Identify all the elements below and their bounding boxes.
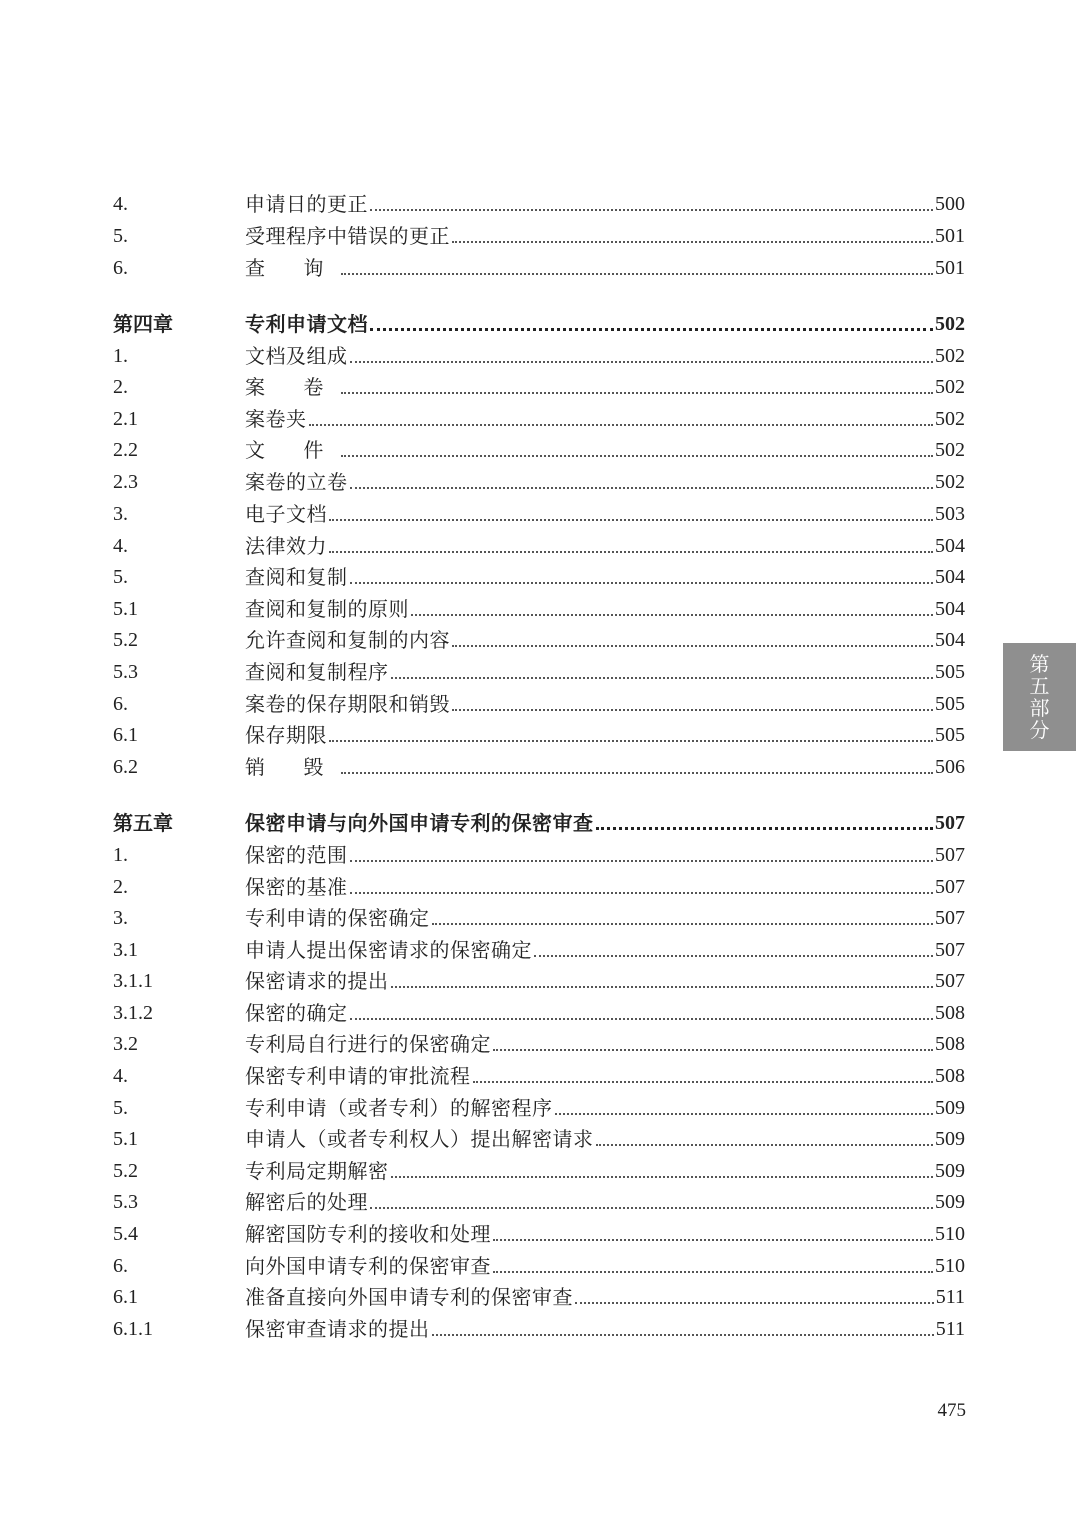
toc-entry xyxy=(113,496,965,526)
toc-chapter-entry xyxy=(113,805,965,835)
entry-title: 申请人（或者专利权人）提出解密请求 xyxy=(245,1127,594,1151)
toc-entry xyxy=(113,900,965,930)
entry-number: 6.2 xyxy=(113,756,138,778)
dot-leader xyxy=(596,826,934,830)
entry-number: 5. xyxy=(113,1097,128,1119)
dot-leader xyxy=(452,708,933,711)
chapter-page: 502 xyxy=(935,313,965,335)
dot-leader xyxy=(350,581,934,584)
entry-page: 507 xyxy=(935,939,965,961)
dot-leader xyxy=(350,859,934,862)
entry-title: 查阅和复制程序 xyxy=(245,660,389,684)
entry-title: 文档及组成 xyxy=(245,344,348,368)
entry-page: 505 xyxy=(935,693,965,715)
entry-number: 6. xyxy=(113,257,128,279)
entry-page: 508 xyxy=(935,1002,965,1024)
entry-number: 2. xyxy=(113,376,128,398)
entry-title: 保存期限 xyxy=(245,723,327,747)
entry-number: 6.1 xyxy=(113,1286,138,1308)
entry-title: 专利申请的保密确定 xyxy=(245,906,430,930)
toc-entry xyxy=(113,686,965,716)
toc-entry xyxy=(113,464,965,494)
entry-page: 509 xyxy=(935,1097,965,1119)
entry-title: 受理程序中错误的更正 xyxy=(245,224,450,248)
dot-leader xyxy=(350,486,934,489)
dot-leader xyxy=(493,1238,933,1241)
dot-leader xyxy=(350,891,934,894)
entry-page: 505 xyxy=(935,724,965,746)
entry-number: 2.2 xyxy=(113,439,138,461)
side-tab-char: 五 xyxy=(1029,674,1050,698)
part-side-tab xyxy=(1003,643,1076,751)
dot-leader xyxy=(329,739,933,742)
dot-leader xyxy=(575,1301,934,1304)
toc-entry xyxy=(113,250,965,280)
entry-number: 5.2 xyxy=(113,629,138,651)
entry-number: 3.1.2 xyxy=(113,1002,153,1024)
entry-page: 507 xyxy=(935,844,965,866)
toc-entry xyxy=(113,995,965,1025)
toc-entry xyxy=(113,1184,965,1214)
entry-number: 3. xyxy=(113,503,128,525)
toc-entry xyxy=(113,218,965,248)
entry-number: 5.3 xyxy=(113,1191,138,1213)
entry-number: 3.2 xyxy=(113,1033,138,1055)
toc-entry xyxy=(113,749,965,779)
entry-number: 6.1.1 xyxy=(113,1318,153,1340)
entry-page: 510 xyxy=(935,1223,965,1245)
dot-leader xyxy=(432,922,934,925)
dot-leader xyxy=(596,1143,934,1146)
toc-entry xyxy=(113,559,965,589)
entry-number: 3.1 xyxy=(113,939,138,961)
entry-number: 6. xyxy=(113,1255,128,1277)
toc-entry xyxy=(113,963,965,993)
entry-number: 6.1 xyxy=(113,724,138,746)
toc-entry xyxy=(113,401,965,431)
entry-page: 508 xyxy=(935,1033,965,1055)
chapter-number: 第五章 xyxy=(113,811,173,835)
entry-page: 503 xyxy=(935,503,965,525)
dot-leader xyxy=(341,454,933,457)
entry-page: 510 xyxy=(935,1255,965,1277)
toc-entry xyxy=(113,1311,965,1341)
entry-title: 案卷的保存期限和销毁 xyxy=(245,692,450,716)
dot-leader xyxy=(391,985,934,988)
entry-title: 电子文档 xyxy=(245,502,327,526)
entry-title: 保密的基准 xyxy=(245,875,348,899)
dot-leader xyxy=(370,1206,933,1209)
entry-title: 查阅和复制 xyxy=(245,565,348,589)
dot-leader xyxy=(432,1333,934,1336)
dot-leader xyxy=(309,423,934,426)
toc-entry xyxy=(113,1026,965,1056)
side-tab-char: 分 xyxy=(1029,718,1050,742)
entry-title: 保密的确定 xyxy=(245,1001,348,1025)
entry-page: 504 xyxy=(935,598,965,620)
toc-entry xyxy=(113,1248,965,1278)
page-number: 475 xyxy=(937,1400,966,1421)
toc-entry xyxy=(113,591,965,621)
entry-page: 502 xyxy=(935,439,965,461)
toc-entry xyxy=(113,369,965,399)
toc-entry xyxy=(113,869,965,899)
entry-page: 504 xyxy=(935,535,965,557)
chapter-title: 专利申请文档 xyxy=(245,312,368,336)
toc-entry xyxy=(113,654,965,684)
toc-entry xyxy=(113,1216,965,1246)
entry-title: 销 毁 xyxy=(245,755,340,779)
entry-page: 507 xyxy=(935,876,965,898)
entry-number: 3. xyxy=(113,907,128,929)
toc-entry xyxy=(113,622,965,652)
entry-number: 3.1.1 xyxy=(113,970,153,992)
entry-title: 允许查阅和复制的内容 xyxy=(245,628,450,652)
entry-page: 502 xyxy=(935,345,965,367)
dot-leader xyxy=(452,240,933,243)
dot-leader xyxy=(391,1175,934,1178)
dot-leader xyxy=(341,272,933,275)
toc-entry xyxy=(113,432,965,462)
entry-number: 2.3 xyxy=(113,471,138,493)
entry-page: 501 xyxy=(935,225,965,247)
entry-title: 专利局定期解密 xyxy=(245,1159,389,1183)
entry-number: 1. xyxy=(113,844,128,866)
entry-number: 4. xyxy=(113,193,128,215)
entry-number: 1. xyxy=(113,345,128,367)
entry-page: 500 xyxy=(935,193,965,215)
entry-title: 申请人提出保密请求的保密确定 xyxy=(245,938,532,962)
entry-number: 5. xyxy=(113,225,128,247)
toc-entry xyxy=(113,1279,965,1309)
entry-number: 2.1 xyxy=(113,408,138,430)
entry-number: 5.2 xyxy=(113,1160,138,1182)
entry-title: 专利申请（或者专利）的解密程序 xyxy=(245,1096,553,1120)
toc-entry xyxy=(113,932,965,962)
entry-page: 502 xyxy=(935,376,965,398)
dot-leader xyxy=(411,613,933,616)
toc-entry xyxy=(113,338,965,368)
toc-entry xyxy=(113,186,965,216)
dot-leader xyxy=(452,644,933,647)
entry-page: 504 xyxy=(935,629,965,651)
toc-entry xyxy=(113,1090,965,1120)
dot-leader xyxy=(341,771,933,774)
entry-title: 准备直接向外国申请专利的保密审查 xyxy=(245,1285,573,1309)
dot-leader xyxy=(493,1270,933,1273)
side-tab-char: 第 xyxy=(1029,652,1050,676)
dot-leader xyxy=(329,518,933,521)
entry-title: 文 件 xyxy=(245,438,340,462)
entry-title: 解密后的处理 xyxy=(245,1190,368,1214)
dot-leader xyxy=(473,1080,934,1083)
entry-title: 保密专利申请的审批流程 xyxy=(245,1064,471,1088)
entry-number: 6. xyxy=(113,693,128,715)
entry-title: 查阅和复制的原则 xyxy=(245,597,409,621)
entry-page: 507 xyxy=(935,970,965,992)
dot-leader xyxy=(391,676,934,679)
entry-title: 保密审查请求的提出 xyxy=(245,1317,430,1341)
entry-page: 504 xyxy=(935,566,965,588)
toc-entry xyxy=(113,837,965,867)
toc-entry xyxy=(113,1153,965,1183)
chapter-title: 保密申请与向外国申请专利的保密审查 xyxy=(245,811,594,835)
entry-number: 4. xyxy=(113,535,128,557)
side-tab-char: 部 xyxy=(1029,696,1050,720)
entry-number: 5.1 xyxy=(113,1128,138,1150)
entry-number: 5.1 xyxy=(113,598,138,620)
entry-title: 查 询 xyxy=(245,256,340,280)
entry-number: 4. xyxy=(113,1065,128,1087)
entry-title: 保密请求的提出 xyxy=(245,969,389,993)
entry-number: 5. xyxy=(113,566,128,588)
entry-title: 解密国防专利的接收和处理 xyxy=(245,1222,491,1246)
entry-page: 502 xyxy=(935,408,965,430)
entry-title: 专利局自行进行的保密确定 xyxy=(245,1032,491,1056)
entry-page: 508 xyxy=(935,1065,965,1087)
entry-title: 向外国申请专利的保密审查 xyxy=(245,1254,491,1278)
toc-entry xyxy=(113,1121,965,1151)
toc-chapter-entry xyxy=(113,306,965,336)
entry-title: 案 卷 xyxy=(245,375,340,399)
dot-leader xyxy=(493,1048,933,1051)
entry-page: 507 xyxy=(935,907,965,929)
dot-leader xyxy=(341,391,933,394)
dot-leader xyxy=(350,360,934,363)
entry-number: 2. xyxy=(113,876,128,898)
dot-leader xyxy=(329,550,933,553)
entry-page: 502 xyxy=(935,471,965,493)
dot-leader xyxy=(370,327,933,331)
entry-number: 5.4 xyxy=(113,1223,138,1245)
entry-page: 509 xyxy=(935,1191,965,1213)
entry-title: 申请日的更正 xyxy=(245,192,368,216)
entry-page: 506 xyxy=(935,756,965,778)
entry-title: 案卷的立卷 xyxy=(245,470,348,494)
entry-page: 509 xyxy=(935,1160,965,1182)
entry-page: 501 xyxy=(935,257,965,279)
dot-leader xyxy=(370,208,933,211)
entry-title: 保密的范围 xyxy=(245,843,348,867)
entry-title: 法律效力 xyxy=(245,534,327,558)
entry-number: 5.3 xyxy=(113,661,138,683)
dot-leader xyxy=(555,1112,934,1115)
chapter-number: 第四章 xyxy=(113,312,173,336)
entry-page: 511 xyxy=(935,1318,965,1340)
entry-page: 505 xyxy=(935,661,965,683)
toc-entry xyxy=(113,717,965,747)
entry-page: 509 xyxy=(935,1128,965,1150)
toc-entry xyxy=(113,1058,965,1088)
entry-title: 案卷夹 xyxy=(245,407,307,431)
entry-page: 511 xyxy=(935,1286,965,1308)
dot-leader xyxy=(350,1017,934,1020)
dot-leader xyxy=(534,954,933,957)
toc-entry xyxy=(113,528,965,558)
chapter-page: 507 xyxy=(935,812,965,834)
